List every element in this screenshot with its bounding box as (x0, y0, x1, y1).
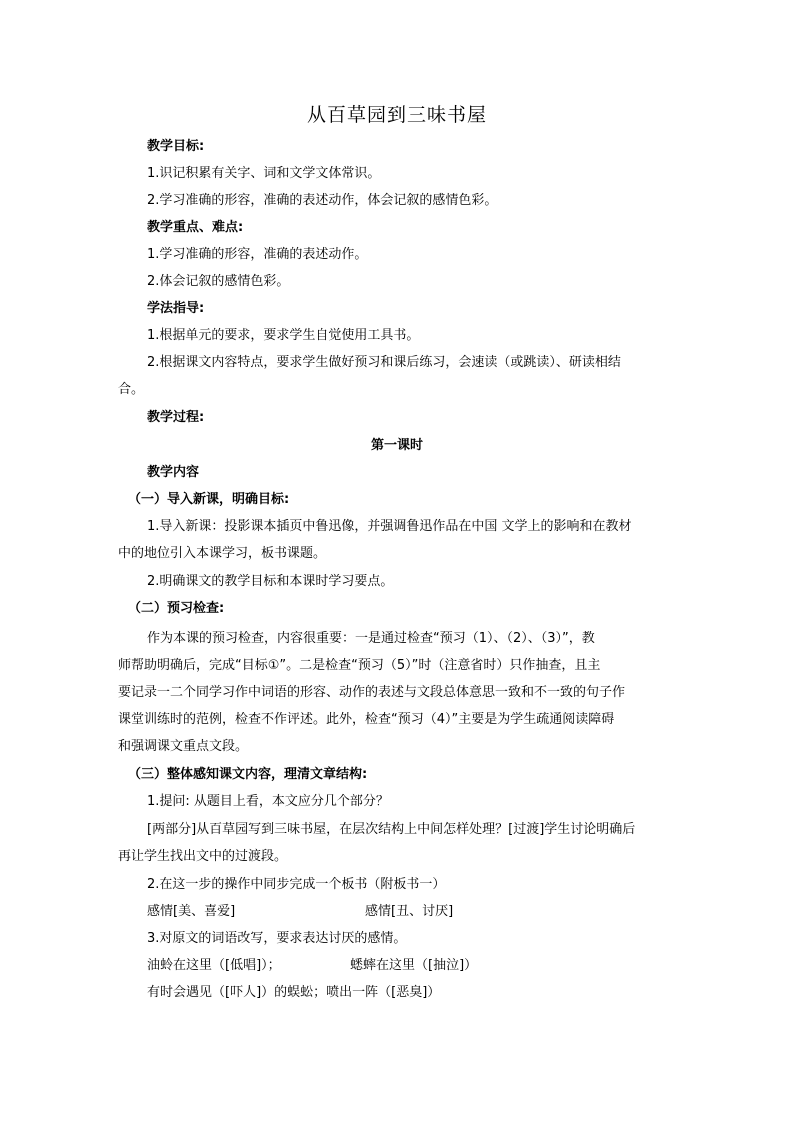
section2-heading: （二）预习检查: (128, 601, 225, 616)
board-left: 感情[美、喜爱] (147, 904, 236, 919)
board-right: 感情[丑、讨厌] (365, 904, 454, 919)
lesson-heading: 第一课时 (370, 438, 423, 453)
keypoints-heading: 教学重点、难点: (147, 220, 244, 235)
section3-heading: （三）整体感知课文内容，理清文章结构: (128, 767, 368, 782)
section3-text: 2.在这一步的操作中同步完成一个板书（附板书一） (147, 877, 446, 892)
process-heading: 教学过程: (147, 410, 205, 425)
method-item: 1.根据单元的要求，要求学生自觉使用工具书。 (147, 328, 420, 343)
section3-text: [两部分]从百草园写到三味书屋，在层次结构上中间怎样处理？[过渡]学生讨论明确后 (147, 822, 636, 837)
rewrite-example-right: 蟋蟀在这里（[抽泣]） (350, 958, 478, 973)
method-item-continued: 合。 (118, 382, 145, 397)
method-item: 2.根据课文内容特点，要求学生做好预习和课后练习，会速读（或跳读）、研读相结 (147, 355, 621, 370)
section1-text: 1.导入新课：投影课本插页中鲁迅像，并强调鲁迅作品在中国 文学上的影响和在教材 (147, 519, 632, 534)
section2-text: 课堂训练时的范例，检查不作评述。此外，检查“预习（4）”主要是为学生疏通阅读障碍 (118, 712, 615, 727)
keypoint-item: 1.学习准确的形容，准确的表述动作。 (147, 247, 368, 262)
document-title: 从百草园到三味书屋 (306, 104, 487, 126)
section1-text: 2.明确课文的教学目标和本课时学习要点。 (147, 574, 394, 589)
rewrite-example-left: 油蛉在这里（[低唱]）； (147, 958, 281, 973)
methods-heading: 学法指导: (147, 301, 205, 316)
section2-text: 要记录一二个同学习作中词语的形容、动作的表述与文段总体意思一致和不一致的句子作 (118, 685, 626, 700)
section1-heading: （一）导入新课，明确目标: (128, 492, 290, 507)
keypoint-item: 2.体会记叙的感情色彩。 (147, 274, 290, 289)
section3-text: 再让学生找出文中的过渡段。 (118, 849, 288, 864)
objectives-heading: 教学目标: (147, 139, 205, 154)
section1-text: 中的地位引入本课学习，板书课题。 (118, 546, 327, 561)
section3-text: 1.提问: 从题目上看，本文应分几个部分？ (147, 794, 389, 809)
section2-text: 师帮助明确后，完成“目标①”。二是检查“预习（5）”时（注意省时）只作抽查，且主 (118, 658, 601, 673)
rewrite-instruction: 3.对原文的词语改写，要求表达讨厌的感情。 (147, 931, 407, 946)
objective-item: 1.识记积累有关字、词和文学文体常识。 (147, 166, 381, 181)
objective-item: 2.学习准确的形容，准确的表述动作，体会记叙的感情色彩。 (147, 193, 498, 208)
content-heading: 教学内容 (147, 465, 200, 480)
section2-text: 作为本课的预习检查，内容很重要：一是通过检查“预习（1）、（2）、（3）”，教 (147, 631, 595, 646)
section2-text: 和强调课文重点文段。 (118, 739, 249, 754)
rewrite-example-last: 有时会遇见（[吓人]）的蜈蚣；喷出一阵（[恶臭]） (147, 985, 441, 1000)
